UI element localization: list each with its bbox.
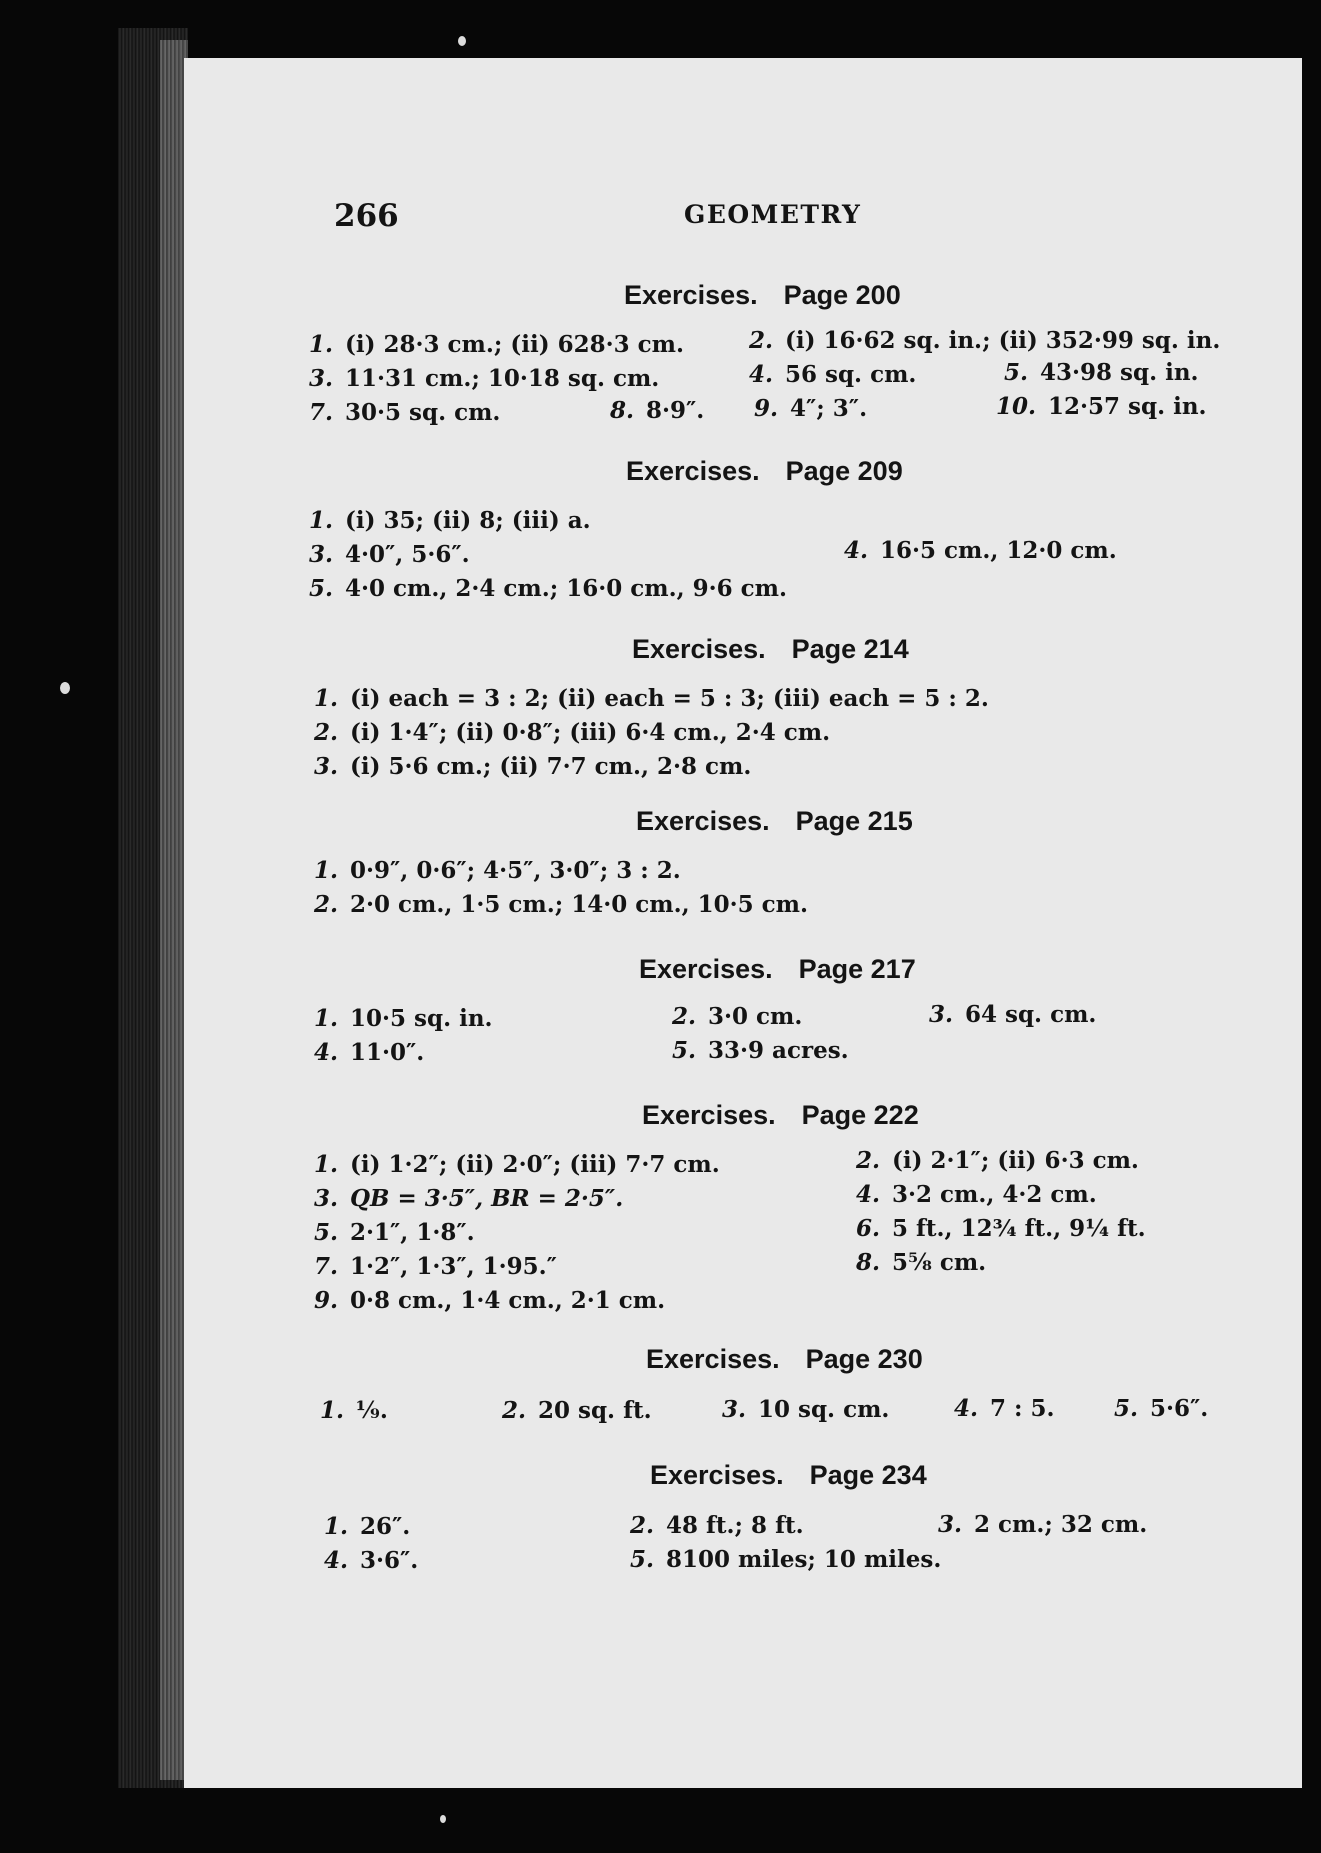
page-reference: Page 215 bbox=[795, 806, 913, 836]
answer-item: 1. (i) 35; (ii) 8; (iii) a. bbox=[309, 507, 591, 534]
answer-item: 3. 2 cm.; 32 cm. bbox=[938, 1511, 1148, 1538]
answer-item: 5. 33·9 acres. bbox=[672, 1037, 849, 1064]
scan-speck bbox=[60, 682, 70, 694]
exercises-label: Exercises. bbox=[646, 1344, 780, 1374]
page-reference: Page 209 bbox=[785, 456, 903, 486]
scan-speck bbox=[458, 36, 466, 46]
answer-item: 8. 5⅝ cm. bbox=[856, 1249, 987, 1276]
scan-speck bbox=[440, 1815, 446, 1823]
answer-item: 5. 8100 miles; 10 miles. bbox=[630, 1546, 942, 1573]
answer-item: 2. (i) 1·4″; (ii) 0·8″; (iii) 6·4 cm., 2·4 cm. bbox=[314, 719, 831, 746]
answer-item: 2. 20 sq. ft. bbox=[502, 1397, 652, 1424]
answer-item: 2. 2·0 cm., 1·5 cm.; 14·0 cm., 10·5 cm. bbox=[314, 891, 809, 918]
answer-item: 2. 3·0 cm. bbox=[672, 1003, 803, 1030]
answer-item: 4. 7 : 5. bbox=[954, 1395, 1055, 1422]
section-heading bbox=[636, 806, 913, 840]
answer-item: 10. 12·57 sq. in. bbox=[996, 393, 1207, 420]
answer-item: 3. QB = 3·5″, BR = 2·5″. bbox=[314, 1185, 624, 1212]
exercises-label: Exercises. bbox=[632, 634, 766, 664]
page-reference: Page 200 bbox=[783, 280, 901, 310]
answer-item: 7. 30·5 sq. cm. bbox=[309, 399, 501, 426]
section-heading bbox=[624, 280, 901, 314]
exercises-label: Exercises. bbox=[626, 456, 760, 486]
section-heading bbox=[639, 954, 916, 988]
running-title: GEOMETRY bbox=[684, 200, 862, 229]
section-heading bbox=[626, 456, 903, 490]
page-reference: Page 230 bbox=[805, 1344, 923, 1374]
page-reference: Page 214 bbox=[791, 634, 909, 664]
answer-item: 5. 43·98 sq. in. bbox=[1004, 359, 1199, 386]
answer-item: 9. 4″; 3″. bbox=[754, 395, 868, 422]
answer-item: 4. 11·0″. bbox=[314, 1039, 425, 1066]
section-heading bbox=[632, 634, 909, 668]
answer-item: 1. 26″. bbox=[324, 1513, 411, 1540]
answer-item: 7. 1·2″, 1·3″, 1·95.″ bbox=[314, 1253, 557, 1280]
answer-item: 1. (i) 1·2″; (ii) 2·0″; (iii) 7·7 cm. bbox=[314, 1151, 720, 1178]
answer-item: 6. 5 ft., 12¾ ft., 9¼ ft. bbox=[856, 1215, 1146, 1242]
answer-item: 5. 2·1″, 1·8″. bbox=[314, 1219, 475, 1246]
answer-item: 8. 8·9″. bbox=[610, 397, 705, 424]
page-reference: Page 217 bbox=[798, 954, 916, 984]
answer-item: 3. 64 sq. cm. bbox=[929, 1001, 1097, 1028]
answer-item: 2. 48 ft.; 8 ft. bbox=[630, 1512, 804, 1539]
exercises-label: Exercises. bbox=[650, 1460, 784, 1490]
exercises-label: Exercises. bbox=[624, 280, 758, 310]
page-number: 266 bbox=[334, 198, 399, 234]
answer-item: 3. 11·31 cm.; 10·18 sq. cm. bbox=[309, 365, 660, 392]
answer-item: 4. 3·2 cm., 4·2 cm. bbox=[856, 1181, 1097, 1208]
book-page bbox=[184, 58, 1302, 1788]
answer-item: 4. 56 sq. cm. bbox=[749, 361, 917, 388]
exercises-label: Exercises. bbox=[642, 1100, 776, 1130]
answer-item: 3. (i) 5·6 cm.; (ii) 7·7 cm., 2·8 cm. bbox=[314, 753, 752, 780]
answer-item: 3. 10 sq. cm. bbox=[722, 1396, 890, 1423]
section-heading bbox=[642, 1100, 919, 1134]
answer-item: 2. (i) 2·1″; (ii) 6·3 cm. bbox=[856, 1147, 1139, 1174]
answer-item: 4. 3·6″. bbox=[324, 1547, 419, 1574]
section-heading bbox=[646, 1344, 923, 1378]
answer-item: 9. 0·8 cm., 1·4 cm., 2·1 cm. bbox=[314, 1287, 666, 1314]
answer-item: 5. 5·6″. bbox=[1114, 1395, 1209, 1422]
page-reference: Page 222 bbox=[801, 1100, 919, 1130]
answer-item: 1. 10·5 sq. in. bbox=[314, 1005, 493, 1032]
answer-item: 1. (i) 28·3 cm.; (ii) 628·3 cm. bbox=[309, 331, 685, 358]
answer-item: 1. 0·9″, 0·6″; 4·5″, 3·0″; 3 : 2. bbox=[314, 857, 681, 884]
answer-item: 1. (i) each = 3 : 2; (ii) each = 5 : 3; (iii) each = 5 : 2. bbox=[314, 685, 989, 712]
exercises-label: Exercises. bbox=[639, 954, 773, 984]
page-reference: Page 234 bbox=[809, 1460, 927, 1490]
answer-item: 5. 4·0 cm., 2·4 cm.; 16·0 cm., 9·6 cm. bbox=[309, 575, 788, 602]
section-heading bbox=[650, 1460, 927, 1494]
answer-item: 1. ⅑. bbox=[320, 1397, 388, 1424]
answer-item: 2. (i) 16·62 sq. in.; (ii) 352·99 sq. in. bbox=[749, 327, 1221, 354]
answer-item: 4. 16·5 cm., 12·0 cm. bbox=[844, 537, 1117, 564]
page-header bbox=[184, 198, 1302, 242]
exercises-label: Exercises. bbox=[636, 806, 770, 836]
answer-item: 3. 4·0″, 5·6″. bbox=[309, 541, 470, 568]
